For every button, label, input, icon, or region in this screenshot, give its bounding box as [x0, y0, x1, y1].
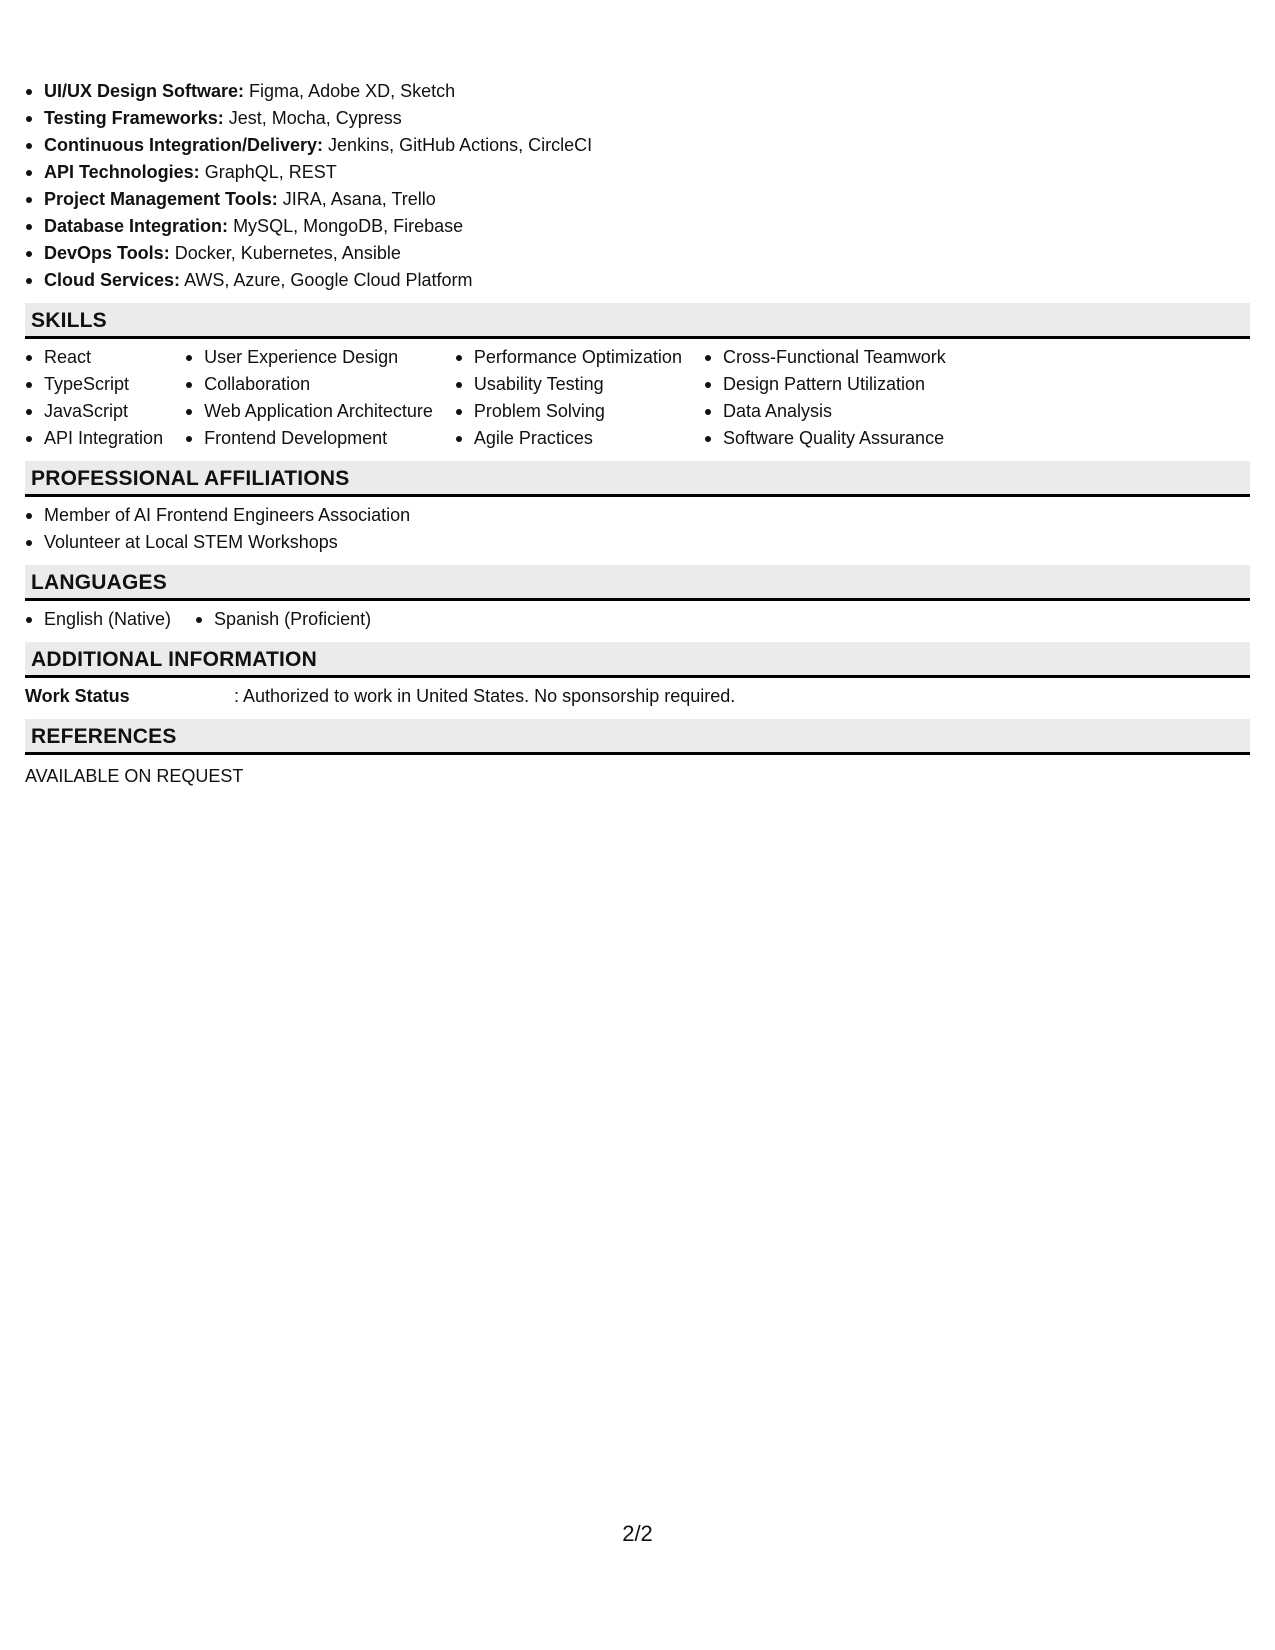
skill-item: TypeScript [25, 371, 163, 398]
skill-item: Agile Practices [455, 425, 682, 452]
tool-label: Cloud Services: [44, 270, 181, 290]
tool-value: AWS, Azure, Google Cloud Platform [184, 270, 473, 290]
tool-value: Jest, Mocha, Cypress [228, 108, 402, 128]
languages-heading: LANGUAGES [25, 565, 1250, 601]
languages-list [25, 606, 1250, 633]
skills-column [25, 344, 163, 452]
skill-item: React [25, 344, 163, 371]
list-item [25, 240, 1250, 267]
skills-column [185, 344, 433, 452]
work-status-row [25, 683, 1250, 710]
tool-label: Database Integration: [44, 216, 229, 236]
language-item: English (Native) [25, 606, 171, 633]
skill-item: API Integration [25, 425, 163, 452]
tools-list [25, 78, 1250, 294]
tool-label: DevOps Tools: [44, 243, 170, 263]
page-number: 2/2 [622, 1521, 653, 1546]
skill-item: Usability Testing [455, 371, 682, 398]
list-item [25, 186, 1250, 213]
tool-value: JIRA, Asana, Trello [282, 189, 436, 209]
tool-label: API Technologies: [44, 162, 200, 182]
skill-item: Web Application Architecture [185, 398, 433, 425]
affiliations-list [25, 502, 1250, 556]
list-item [25, 132, 1250, 159]
skill-item: Performance Optimization [455, 344, 682, 371]
tool-value: Jenkins, GitHub Actions, CircleCI [328, 135, 593, 155]
resume-page [25, 78, 1250, 790]
tool-value: MySQL, MongoDB, Firebase [233, 216, 464, 236]
affiliations-heading: PROFESSIONAL AFFILIATIONS [25, 461, 1250, 497]
skill-item: Frontend Development [185, 425, 433, 452]
references-text: AVAILABLE ON REQUEST [25, 766, 244, 786]
list-item [25, 159, 1250, 186]
language-item: Spanish (Proficient) [195, 606, 371, 633]
skill-item: JavaScript [25, 398, 163, 425]
skill-item: User Experience Design [185, 344, 433, 371]
skill-item: Design Pattern Utilization [704, 371, 946, 398]
list-item [25, 213, 1250, 240]
tool-value: Docker, Kubernetes, Ansible [174, 243, 401, 263]
references-heading: REFERENCES [25, 719, 1250, 755]
affiliation-item: Member of AI Frontend Engineers Association [25, 502, 1250, 529]
additional-info-heading: ADDITIONAL INFORMATION [25, 642, 1250, 678]
tool-value: Figma, Adobe XD, Sketch [249, 81, 456, 101]
skills-heading: SKILLS [25, 303, 1250, 339]
work-status-value: : Authorized to work in United States. No sponsorship required. [234, 686, 736, 706]
skill-item: Software Quality Assurance [704, 425, 946, 452]
skill-item: Problem Solving [455, 398, 682, 425]
skills-column [704, 344, 946, 452]
tool-label: Continuous Integration/Delivery: [44, 135, 324, 155]
work-status-label: Work Status [25, 686, 130, 706]
tool-label: UI/UX Design Software: [44, 81, 245, 101]
list-item [25, 78, 1250, 105]
skill-item: Cross-Functional Teamwork [704, 344, 946, 371]
list-item [25, 267, 1250, 294]
skill-item: Data Analysis [704, 398, 946, 425]
tool-value: GraphQL, REST [204, 162, 337, 182]
skill-item: Collaboration [185, 371, 433, 398]
list-item [25, 105, 1250, 132]
affiliation-item: Volunteer at Local STEM Workshops [25, 529, 1250, 556]
skills-grid [25, 344, 1250, 452]
tool-label: Testing Frameworks: [44, 108, 224, 128]
tool-label: Project Management Tools: [44, 189, 278, 209]
skills-column [455, 344, 682, 452]
